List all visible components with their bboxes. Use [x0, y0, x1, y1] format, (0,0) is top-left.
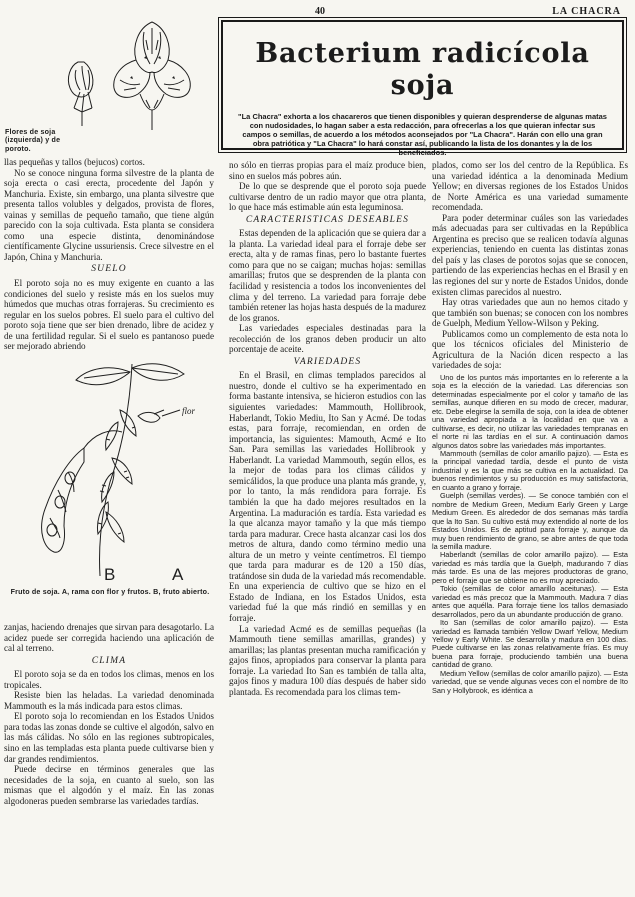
flowers-illustration — [40, 14, 218, 132]
section-heading-suelo: SUELO — [91, 264, 127, 275]
paragraph: Publicamos como un complemento de esta nota lo que los técnicos oficiales del Ministerio de Agricultura de la Nación dicen respecto a las variedades de soja: — [432, 328, 628, 371]
small-paragraph: Ito San (semillas de color amarillo pajizo). — Esta variedad es llamada también Yellow Dwarf Yellow, Medium Yellow y Early White. Se desarrolla y madura en 100 días. Puede cultivarse en las zonas relativamente frías. Es muy buena para forraje, produciendo también una buena cantidad de grano. — [432, 618, 628, 670]
paragraph: Resiste bien las heladas. La variedad denominada Mammouth es la más indicada para estos climas. — [4, 690, 214, 711]
paragraph: plados, como ser los del centro de la República. Es una variedad idéntica a la denominada Medium Yellow; en diversas regiones de los Estados Unidos de Norte América es una variedad sumamente recomendada. — [432, 160, 628, 213]
page-number: 40 — [315, 6, 325, 17]
small-paragraph: Haberlandt (semillas de color amarillo pajizo). — Esta variedad es más tardía que la Guelph, madurando 7 días más tarde. Es una de las mejores productoras de grano, pero el forraje que se obtiene no es muy apreciado. — [432, 550, 628, 585]
paragraph: Las variedades especiales destinadas para la recolección de los granos deben producir un alto porcentaje de aceite. — [229, 323, 426, 355]
paragraph: No se conoce ninguna forma silvestre de la planta de soja erecta o casi erecta, procedente del Japón y Manchuria. Existe, sin embargo, una planta silvestre que presenta tallos volubles y delgados, provista de flores, vainas y semillas de pequeño tamaño, que tiene algún parecido con la soja cultivada. Esta planta se considera como una especie distinta, denominándose científicamente Glycine ussuriensis. Crece silvestre en el Japón, China y Manchuria. — [4, 167, 214, 262]
paragraph: De lo que se desprende que el poroto soja puede cultivarse dentro de un radio mayor que otra planta, lo que hace más estimable aún esta leguminosa. — [229, 181, 426, 213]
magazine-name: LA CHACRA — [552, 6, 621, 17]
paragraph: Estas dependen de la aplicación que se quiera dar a la planta. La variedad ideal para el forraje debe ser erecta, alta y de ramas finas, pero lo bastante fuertes como para que no se caigan; muchas hojas: semillas amarillas; frutos que se desprenden de la planta con facilidad y resistencia a todos los inconvenientes del clima y del terreno. La variedad para forraje debe también retener las hojas hasta después de la madurez de los granos. — [229, 228, 426, 323]
paragraph: El poroto soja no es muy exigente en cuanto a las condiciones del suelo y resiste más en los suelos muy húmedos que muchas otras forrajeras. Su crecimiento es regular en los suelos pobres. El suelo para el cultivo del poroto soja tiene que ser bien drenado, libre de acidez y de una fertilidad regular. Si el suelo es pantanoso puede ser mejorado abriendo — [4, 278, 214, 352]
label-b: B — [104, 565, 116, 580]
small-paragraph: Guelph (semillas verdes). — Se conoce también con el nombre de Medium Green, Medium Early Green y Large Medium Green. Es alrededor de dos semanas más tardía que la Ito San. Su cultivo está muy extendido al norte de los Estados Unidos. Es de aptitud para forraje y, aunque da muy buen rendimiento de grano, se abre antes de que toda la semilla madure. — [432, 491, 628, 551]
paragraph: La variedad Acmé es de semillas pequeñas (la Mammouth tiene semillas amarillas, grandes) y amarillas; las plantas presentan mucha ramificación y gajos finos, apropiados para conservar la planta para forraje. La variedad Ito San es también de talla alta, gajos finos y madura 100 días después de haber sido plantada. Es recomendada para los climas tem- — [229, 623, 426, 697]
column-3 — [432, 160, 628, 695]
small-paragraph: Uno de los puntos más importantes en lo referente a la soja es la elección de la variedad. Las diferencias son determinadas especialmente por el color y tamaño de las semillas, aunque difieren en su modo de crecer, madurar, etc. Debe elegirse la semilla de soja, con la idea de obtener una variedad apropiada a la localidad en que va a cultivarse, es decir, no utilizar las variedades tempranas en el norte ni las tardías en el sur. A continuación damos algunos datos sobre las variedades más importantes. — [432, 372, 628, 450]
paragraph: Para poder determinar cuáles son las variedades más adecuadas para ser cultivadas en la República Argentina es preciso que se realicen todavía algunas experiencias, teniendo en cuenta las distintas zonas del país y las clases de porotos sojas que se conocen, partiendo de las experiencias hechas en el Brasil y en las regiones del sur y norte de Estados Unidos, donde existen climas parecidos al nuestro. — [432, 212, 628, 297]
fruit-illustration — [14, 362, 224, 580]
paragraph: llas pequeñas y tallos (bejucos) cortos. — [4, 157, 145, 167]
column-1-top — [4, 157, 214, 352]
column-2 — [229, 160, 426, 697]
paragraph: Hay otras variedades que aun no hemos citado y que también son buenas; se conocen con los nombres de Guelph, Medium Yellow-Wilson y Peking. — [432, 297, 628, 329]
paragraph: zanjas, haciendo drenajes que sirvan para desagotarlo. La acidez puede ser corregida haciendo una aplicación de cal al terreno. — [4, 622, 214, 654]
paragraph: El poroto soja se da en todos los climas, menos en los tropicales. — [4, 669, 214, 690]
paragraph: no sólo en tierras propias para el maíz produce bien, sino en suelos más pobres aún. — [229, 160, 426, 181]
small-paragraph: Mammouth (semillas de color amarillo pajizo). — Esta es la principal variedad tardía, desde el punto de vista industrial y es la que más se cultiva en la actualidad. Da buenos rendimientos y su producción es muy satisfactoria, en cuanto a grano y forraje. — [432, 449, 628, 492]
fruit-caption: Fruto de soja. A, rama con flor y frutos. B, fruto abierto. — [10, 588, 210, 596]
article-lead: "La Chacra" exhorta a los chacareros que tienen disponibles y quieran desprenderse de algunas matas con nudosidades, lo hagan saber a esta redacción, para ofrecerlas a los que quieran infectar sus campos o semillas, de acuerdo a los métodos aconsejados por "La Chacra". Harán con ello una gran obra patriótica y "La Chacra" lo hará constar así, publicando la lista de los donantes y la de los beneficiados. — [238, 112, 607, 157]
section-heading-variedades: VARIEDADES — [293, 356, 362, 367]
article-title: Bacterium radicícola soja — [255, 38, 590, 101]
flowers-caption: Flores de soja (izquierda) y de poroto. — [5, 128, 61, 153]
section-heading-caracteristicas: CARACTERISTICAS DESEABLES — [245, 214, 410, 225]
title-box — [221, 20, 624, 157]
column-1-bottom — [4, 622, 214, 806]
flor-label: flor — [182, 406, 196, 416]
paragraph: El poroto soja lo recomiendan en los Estados Unidos para todas las zonas donde se cultive el algodón, salvo en las más cálidas. No sólo en las regiones subtropicales, sino en las templadas esta planta puede cultivarse bien y dar grandes rendimientos. — [4, 711, 214, 764]
label-a: A — [172, 565, 184, 580]
small-paragraph: Tokio (semillas de color amarillo aceitunas). — Esta variedad es más precoz que la Mammouth. Madura 7 días antes que aquélla. Para forraje tiene los tallos demasiado desarrollados, pero da un abundante producción de grano. — [432, 584, 628, 619]
paragraph: En el Brasil, en climas templados parecidos al nuestro, donde el cultivo se ha experimentado en forma bastante intensiva, se hicieron estudios con las siguientes variedades: Mammouth, Hollibrook, Haberlandt, Tokio Mediu, Ito San y Acmé. De todas estas, para forraje, recomiendan, en orden de importancia, las siguientes: Mamouth, Acmé e Ito San. Para semillas las variedades Hollibrook y Haberlandt. La variedad Mammouth, según ellos, es la mejor de todas para los climas cálidos y semicálidos, la que produce una planta más grande, y, por lo tanto, la más rendidora para forraje. Es también la que ha dado mejores resultados en la Argentina. La maduración es tardía. Esta variedad es la que alcanza mayor tamaño y la que más tiempo tarda para madurar. Crece hasta alcanzar casi los dos metros de altura, dando como término medio una altura de un metro y veinte centímetros. El tiempo que tarda para madurar es de 120 a 150 días, tratándose sin duda de la variedad más recomendable. En una experiencia de cultivo que se hizo en el Estado de Indiana, en los Estados Unidos, esta variedad fué la que más rindió en semillas y en forraje. — [229, 370, 426, 623]
paragraph: Puede decirse en términos generales que las necesidades de la soja, en cuanto al suelo, son las mismas que el algodón y el maíz. En las zonas algodoneras pueden sembrarse las variedades tardías. — [4, 764, 214, 806]
small-paragraph: Medium Yellow (semillas de color amarillo pajizo). — Esta variedad, que se vende algunas veces con el nombre de Ito San y Hollybrook, es idéntica a — [432, 668, 628, 695]
section-heading-clima: CLIMA — [91, 655, 127, 666]
